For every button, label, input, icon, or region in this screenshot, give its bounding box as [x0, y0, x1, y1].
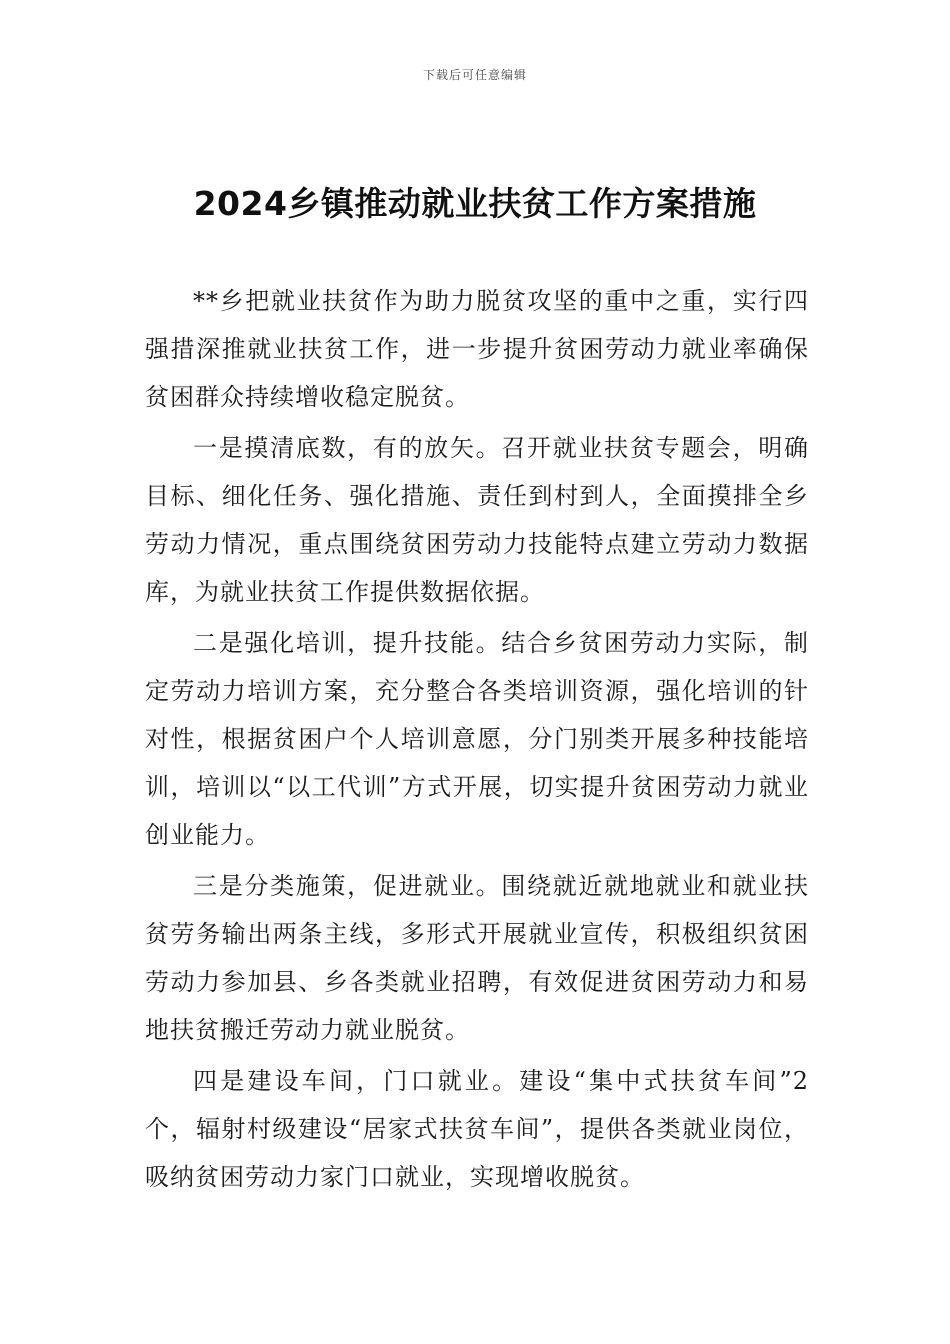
paragraph-measure-1: 一是摸清底数，有的放矢。召开就业扶贫专题会，明确目标、细化任务、强化措施、责任到村到人，全面摸排全乡劳动力情况，重点围绕贫困劳动力技能特点建立劳动力数据库，为就业扶贫工作提供数据依据。 [145, 434, 809, 606]
paragraph-measure-2: 二是强化培训，提升技能。结合乡贫困劳动力实际，制定劳动力培训方案，充分整合各类培训资源，强化培训的针对性，根据贫困户个人培训意愿，分门别类开展多种技能培训，培训以“以工代训”方式开展，切实提升贫困劳动力就业创业能力。 [145, 629, 809, 849]
document-title: 2024乡镇推动就业扶贫工作方案措施 [193, 184, 757, 223]
page-header-note: 下载后可任意编辑 [422, 68, 527, 82]
paragraph-measure-4: 四是建设车间，门口就业。建设“集中式扶贫车间”2个，辐射村级建设“居家式扶贫车间”，提供各类就业岗位，吸纳贫困劳动力家门口就业，实现增收脱贫。 [145, 1067, 809, 1191]
document-body [145, 277, 809, 1201]
paragraph-intro: **乡把就业扶贫作为助力脱贫攻坚的重中之重，实行四强措深推就业扶贫工作，进一步提升贫困劳动力就业率确保贫困群众持续增收稳定脱贫。 [145, 287, 809, 411]
paragraph-measure-3: 三是分类施策，促进就业。围绕就近就地就业和就业扶贫劳务输出两条主线，多形式开展就业宣传，积极组织贫困劳动力参加县、乡各类就业招聘，有效促进贫困劳动力和易地扶贫搬迁劳动力就业脱贫。 [145, 872, 809, 1044]
